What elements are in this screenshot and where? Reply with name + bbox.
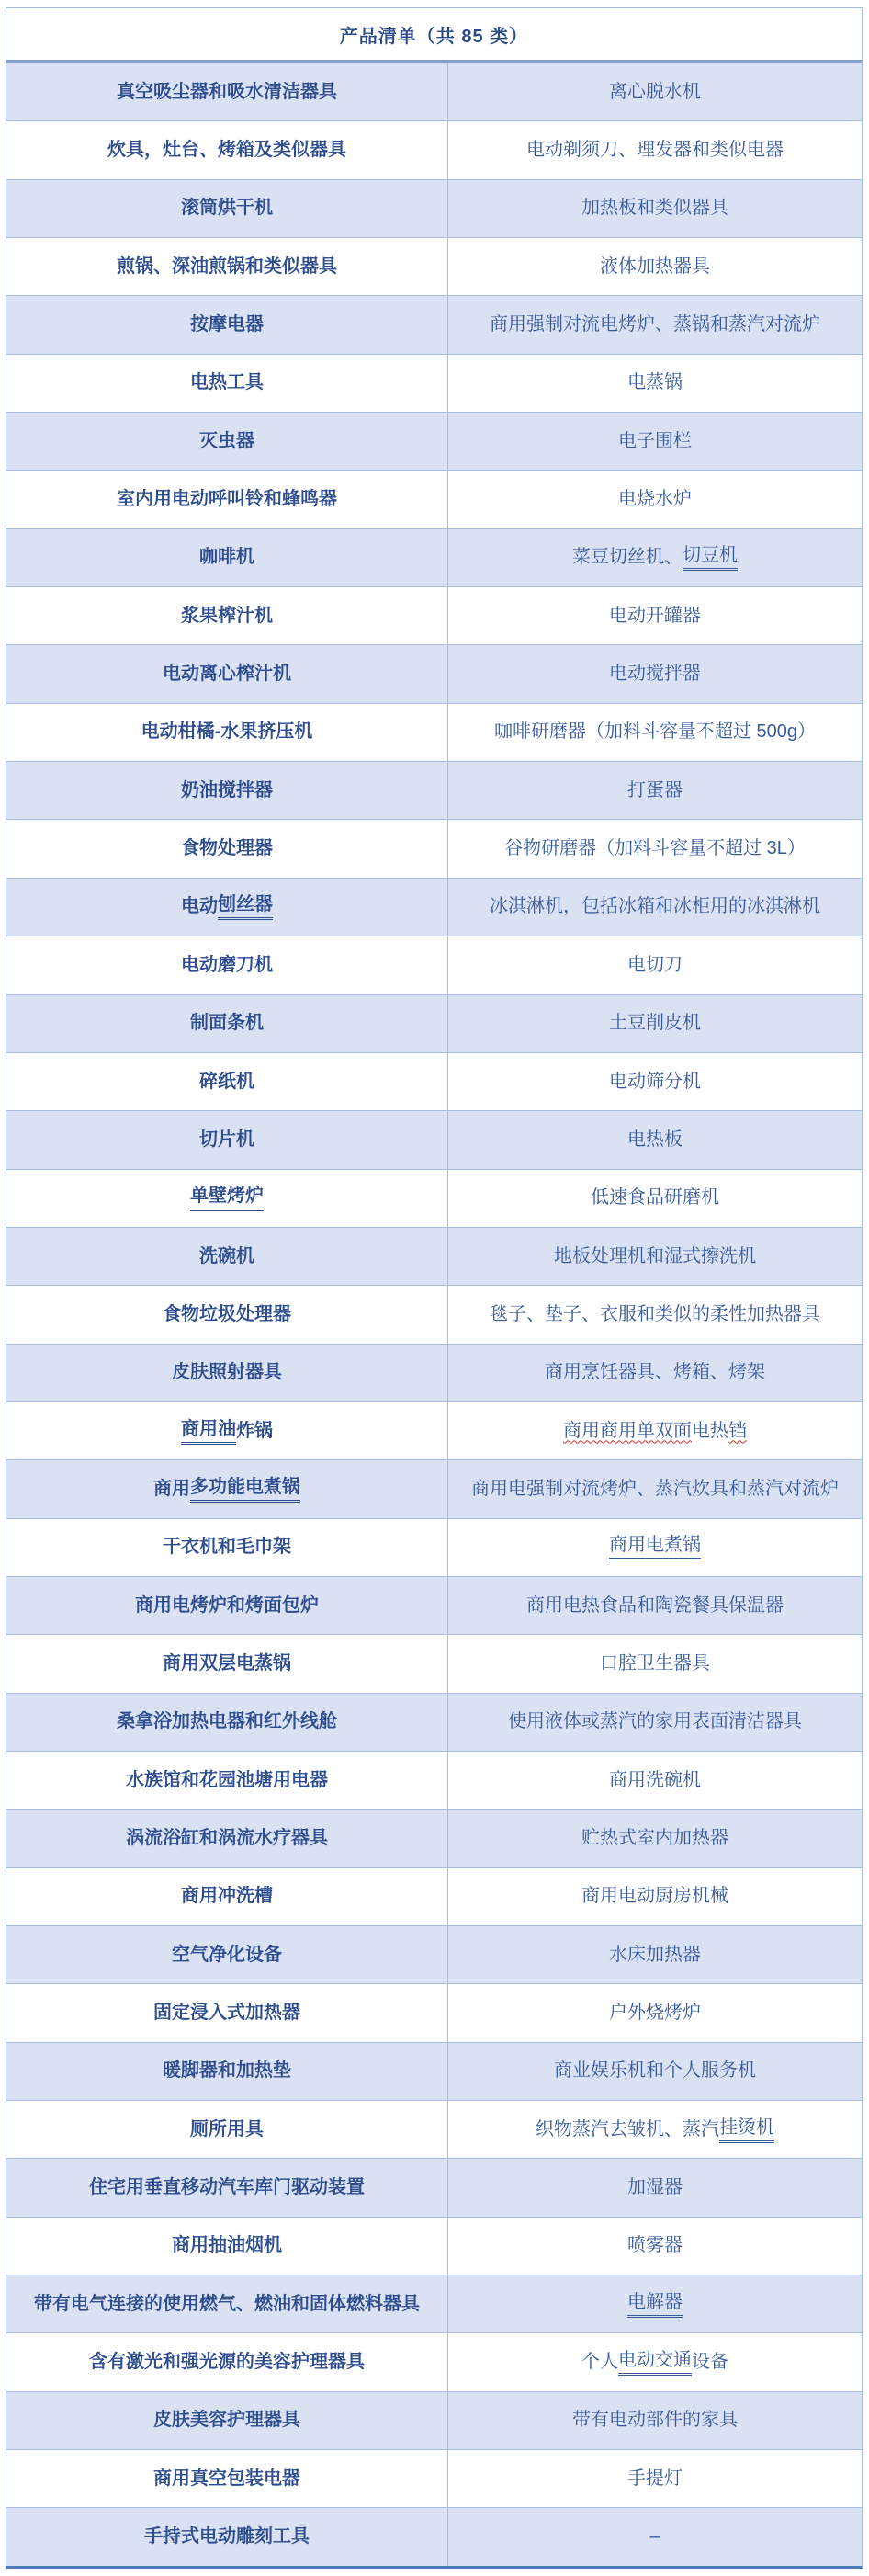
cell-text: 水族馆和花园池塘用电器 (126, 1769, 328, 1790)
cell-text: 电热工具 (190, 372, 264, 393)
cell-text: 口腔卫生器具 (600, 1652, 710, 1674)
cell-text: 毯子、垫子、衣服和类似的柔性加热器具 (490, 1303, 820, 1324)
cell-text: 喷雾器 (627, 2235, 683, 2256)
category-cell-right (448, 2101, 862, 2158)
category-cell-left (6, 121, 448, 178)
cell-text: 电动柑橘-水果挤压机 (141, 721, 313, 743)
category-cell-left (6, 2043, 448, 2100)
category-cell-left (6, 355, 448, 412)
cell-text: 电动磨刀机 (181, 954, 273, 975)
table-row (6, 2100, 862, 2158)
table-row (6, 2042, 862, 2100)
cell-text: 商用电热食品和陶瓷餐具保温器 (526, 1594, 784, 1616)
category-cell-right (448, 645, 862, 702)
table-row (6, 2507, 862, 2565)
cell-text: 设备 (692, 2352, 728, 2373)
cell-text: 离心脱水机 (609, 81, 701, 102)
category-cell-right (448, 2450, 862, 2507)
cell-text: 制面条机 (190, 1013, 264, 1034)
table-row (6, 2391, 862, 2449)
cell-text: 商业娱乐机和个人服务机 (554, 2060, 756, 2082)
cell-text: 商用电烤炉和烤面包炉 (135, 1594, 319, 1616)
category-cell-left (6, 2392, 448, 2449)
cell-text: 商用烹饪器具、烤箱、烤架 (545, 1362, 765, 1383)
table-row (6, 237, 862, 295)
cell-text: 商用电动厨房机械 (581, 1886, 728, 1907)
cell-text: 商用 (153, 1478, 190, 1499)
cell-text: 土豆削皮机 (609, 1013, 701, 1034)
spellcheck-wavy-text: 铛 (728, 1420, 747, 1441)
table-row (6, 1634, 862, 1692)
table-row (6, 120, 862, 178)
category-cell-left (6, 936, 448, 993)
cell-text: 冰淇淋机，包括冰箱和冰柜用的冰淇淋机 (490, 896, 820, 917)
table-row (6, 1983, 862, 2041)
cell-text: 厕所用具 (190, 2118, 264, 2139)
table-row (6, 1809, 862, 1867)
cell-text: 浆果榨汁机 (181, 605, 273, 626)
category-cell-right (448, 1345, 862, 1401)
category-cell-right (448, 1752, 862, 1809)
category-cell-right (448, 355, 862, 412)
table-row (6, 412, 862, 470)
cell-text: 地板处理机和湿式擦洗机 (554, 1245, 756, 1266)
cell-text: 使用液体或蒸汽的家用表面清洁器具 (508, 1711, 802, 1732)
table-row (6, 1110, 862, 1168)
cell-text: 滚筒烘干机 (181, 198, 273, 219)
cell-text: 电动 (181, 896, 218, 917)
table-row (6, 2158, 862, 2216)
category-cell-left (6, 879, 448, 936)
category-cell-right (448, 1577, 862, 1634)
category-cell-right (448, 2043, 862, 2100)
table-row (6, 936, 862, 993)
cell-text: 干衣机和毛巾架 (163, 1537, 291, 1558)
cell-text: 电动搅拌器 (609, 664, 701, 685)
cell-text: 户外烧烤炉 (609, 2003, 701, 2024)
table-row (6, 819, 862, 877)
category-cell-left (6, 1635, 448, 1692)
category-cell-right (448, 121, 862, 178)
category-cell-right (448, 2275, 862, 2332)
cell-text: 电热板 (627, 1129, 683, 1150)
category-cell-left (6, 1345, 448, 1401)
cell-text: 商用电强制对流烤炉、蒸汽炊具和蒸汽对流炉 (471, 1478, 839, 1499)
spellcheck-wavy-text: 商用商用单双面 (563, 1420, 692, 1441)
category-cell-left (6, 995, 448, 1052)
table-row (6, 354, 862, 412)
cell-text: 桑拿浴加热电器和红外线舱 (117, 1711, 337, 1732)
cell-text: 低速食品研磨机 (591, 1187, 719, 1209)
category-cell-left (6, 820, 448, 877)
cell-text: 手持式电动雕刻工具 (144, 2526, 310, 2548)
category-cell-right (448, 1694, 862, 1751)
category-cell-right (448, 1460, 862, 1517)
category-cell-left (6, 1984, 448, 2041)
cell-text: 加热板和类似器具 (581, 198, 728, 219)
table-row (6, 1459, 862, 1517)
category-cell-right (448, 704, 862, 761)
category-cell-right (448, 63, 862, 120)
table-row (6, 644, 862, 702)
category-cell-right (448, 2333, 862, 2390)
cell-text: 菜豆切丝机、 (572, 547, 683, 568)
category-cell-left (6, 2508, 448, 2565)
category-cell-right (448, 1810, 862, 1867)
table-row (6, 1052, 862, 1110)
category-cell-left (6, 704, 448, 761)
category-cell-left (6, 1402, 448, 1459)
table-body (6, 63, 862, 2566)
category-cell-right (448, 1926, 862, 1983)
cell-text: 个人 (581, 2352, 618, 2373)
category-cell-right (448, 2159, 862, 2216)
cell-text: 谷物研磨器（加料斗容量不超过 3L） (504, 838, 806, 859)
category-cell-right (448, 471, 862, 528)
cell-text: 水床加热器 (609, 1944, 701, 1965)
category-cell-right (448, 1519, 862, 1576)
cell-text: 商用真空包装电器 (153, 2468, 300, 2489)
cell-text: 商用强制对流电烤炉、蒸锅和蒸汽对流炉 (490, 314, 820, 335)
category-cell-left (6, 1519, 448, 1576)
category-cell-left (6, 1170, 448, 1227)
table-row (6, 528, 862, 586)
category-cell-right (448, 1402, 862, 1459)
table-row (6, 1285, 862, 1343)
cell-text: 贮热式室内加热器 (581, 1827, 728, 1848)
cell-text: 电动剃须刀、理发器和类似电器 (526, 140, 784, 161)
cell-text: 涡流浴缸和涡流水疗器具 (126, 1827, 328, 1848)
cell-text: 电烧水炉 (618, 489, 692, 510)
cell-text: 奶油搅拌器 (181, 779, 273, 800)
cell-text: 电动筛分机 (609, 1071, 701, 1092)
table-row (6, 1925, 862, 1983)
cell-text: 炊具，灶台、烤箱及类似器具 (107, 140, 346, 161)
table-row (6, 470, 862, 528)
category-cell-right (448, 762, 862, 819)
cell-text: 液体加热器具 (600, 255, 710, 277)
category-cell-left (6, 1460, 448, 1517)
double-underlined-text: 挂烫机 (719, 2116, 774, 2143)
cell-text: 煎锅、深油煎锅和类似器具 (117, 255, 337, 277)
cell-text: 带有电动部件的家具 (572, 2410, 738, 2431)
cell-text: 切片机 (199, 1129, 254, 1150)
category-cell-left (6, 471, 448, 528)
table-row (6, 1344, 862, 1401)
cell-text: 食物垃圾处理器 (163, 1303, 291, 1324)
cell-text: 皮肤美容护理器具 (153, 2410, 300, 2431)
double-underlined-text: 电解器 (627, 2291, 683, 2318)
table-row (6, 1693, 862, 1751)
category-cell-left (6, 1694, 448, 1751)
category-cell-left (6, 238, 448, 295)
category-cell-right (448, 238, 862, 295)
table-row (6, 994, 862, 1052)
category-cell-left (6, 1577, 448, 1634)
cell-text: 固定浸入式加热器 (153, 2003, 300, 2024)
cell-text: 打蛋器 (627, 779, 683, 800)
table-row (6, 703, 862, 761)
category-cell-right (448, 995, 862, 1052)
category-cell-left (6, 2218, 448, 2275)
category-cell-left (6, 645, 448, 702)
cell-text: – (649, 2526, 660, 2548)
category-cell-right (448, 820, 862, 877)
cell-text: 真空吸尘器和吸水清洁器具 (117, 81, 337, 102)
category-cell-right (448, 1228, 862, 1285)
double-underlined-text: 单壁烤炉 (190, 1185, 264, 1211)
cell-text: 电子围栏 (618, 430, 692, 451)
cell-text: 室内用电动呼叫铃和蜂鸣器 (117, 489, 337, 510)
category-cell-right (448, 1111, 862, 1168)
category-cell-left (6, 63, 448, 120)
table-row (6, 1518, 862, 1576)
category-cell-right (448, 879, 862, 936)
category-cell-left (6, 2450, 448, 2507)
category-cell-left (6, 296, 448, 353)
cell-text: 洗碗机 (199, 1245, 254, 1266)
category-cell-left (6, 1752, 448, 1809)
table-row (6, 63, 862, 120)
category-cell-right (448, 529, 862, 586)
category-cell-left (6, 1868, 448, 1925)
category-cell-right (448, 2218, 862, 2275)
table-row (6, 2449, 862, 2507)
cell-text: 电切刀 (627, 954, 683, 975)
cell-text: 含有激光和强光源的美容护理器具 (89, 2352, 365, 2373)
category-cell-right (448, 1868, 862, 1925)
cell-text: 带有电气连接的使用燃气、燃油和固体燃料器具 (34, 2293, 420, 2314)
table-row (6, 295, 862, 353)
category-cell-left (6, 1111, 448, 1168)
double-underlined-text: 多功能电煮锅 (190, 1476, 300, 1503)
category-cell-left (6, 1926, 448, 1983)
double-underlined-text: 刨丝器 (218, 893, 273, 920)
double-underlined-text: 电动交通 (618, 2349, 692, 2376)
category-cell-right (448, 1053, 862, 1110)
cell-text: 食物处理器 (181, 838, 273, 859)
cell-text: 商用双层电蒸锅 (163, 1652, 291, 1674)
product-list-table (6, 7, 863, 2569)
cell-text: 按摩电器 (190, 314, 264, 335)
cell-text: 灭虫器 (199, 430, 254, 451)
table-row (6, 1401, 862, 1459)
category-cell-left (6, 762, 448, 819)
cell-text: 炸锅 (236, 1420, 273, 1441)
double-underlined-text: 商用油 (181, 1418, 236, 1445)
cell-text: 电热 (692, 1420, 728, 1441)
table-row (6, 2217, 862, 2275)
category-cell-right (448, 1170, 862, 1227)
table-row (6, 1576, 862, 1634)
category-cell-left (6, 2101, 448, 2158)
table-row (6, 1169, 862, 1227)
category-cell-right (448, 2392, 862, 2449)
category-cell-left (6, 413, 448, 470)
table-row (6, 761, 862, 819)
double-underlined-text: 切豆机 (683, 544, 738, 571)
category-cell-left (6, 2275, 448, 2332)
category-cell-right (448, 1635, 862, 1692)
category-cell-left (6, 180, 448, 237)
table-row (6, 1751, 862, 1809)
category-cell-right (448, 180, 862, 237)
category-cell-right (448, 2508, 862, 2565)
cell-text: 空气净化设备 (172, 1944, 282, 1965)
category-cell-left (6, 529, 448, 586)
table-title: 产品清单（共 85 类） (6, 8, 862, 63)
category-cell-right (448, 587, 862, 644)
category-cell-right (448, 413, 862, 470)
table-row (6, 586, 862, 644)
category-cell-left (6, 587, 448, 644)
category-cell-right (448, 936, 862, 993)
cell-text: 电蒸锅 (627, 372, 683, 393)
cell-text: 织物蒸汽去皱机、蒸汽 (536, 2118, 719, 2139)
category-cell-left (6, 2333, 448, 2390)
cell-text: 咖啡机 (199, 547, 254, 568)
cell-text: 商用冲洗槽 (181, 1886, 273, 1907)
cell-text: 商用洗碗机 (609, 1769, 701, 1790)
category-cell-left (6, 1228, 448, 1285)
table-row (6, 179, 862, 237)
cell-text: 加湿器 (627, 2177, 683, 2198)
cell-text: 暖脚器和加热垫 (163, 2060, 291, 2082)
cell-text: 咖啡研磨器（加料斗容量不超过 500g） (493, 721, 817, 743)
table-row (6, 1867, 862, 1925)
category-cell-left (6, 1286, 448, 1343)
cell-text: 商用抽油烟机 (172, 2235, 282, 2256)
cell-text: 住宅用垂直移动汽车库门驱动装置 (89, 2177, 365, 2198)
table-row (6, 878, 862, 936)
table-row (6, 2332, 862, 2390)
category-cell-right (448, 296, 862, 353)
cell-text: 电动开罐器 (609, 605, 701, 626)
cell-text: 皮肤照射器具 (172, 1362, 282, 1383)
cell-text: 碎纸机 (199, 1071, 254, 1092)
category-cell-left (6, 1810, 448, 1867)
cell-text: 电动离心榨汁机 (163, 664, 291, 685)
category-cell-right (448, 1286, 862, 1343)
category-cell-left (6, 1053, 448, 1110)
category-cell-right (448, 1984, 862, 2041)
table-row (6, 1227, 862, 1285)
double-underlined-text: 商用电煮锅 (609, 1534, 701, 1560)
table-row (6, 2275, 862, 2332)
category-cell-left (6, 2159, 448, 2216)
cell-text: 手提灯 (627, 2468, 683, 2489)
